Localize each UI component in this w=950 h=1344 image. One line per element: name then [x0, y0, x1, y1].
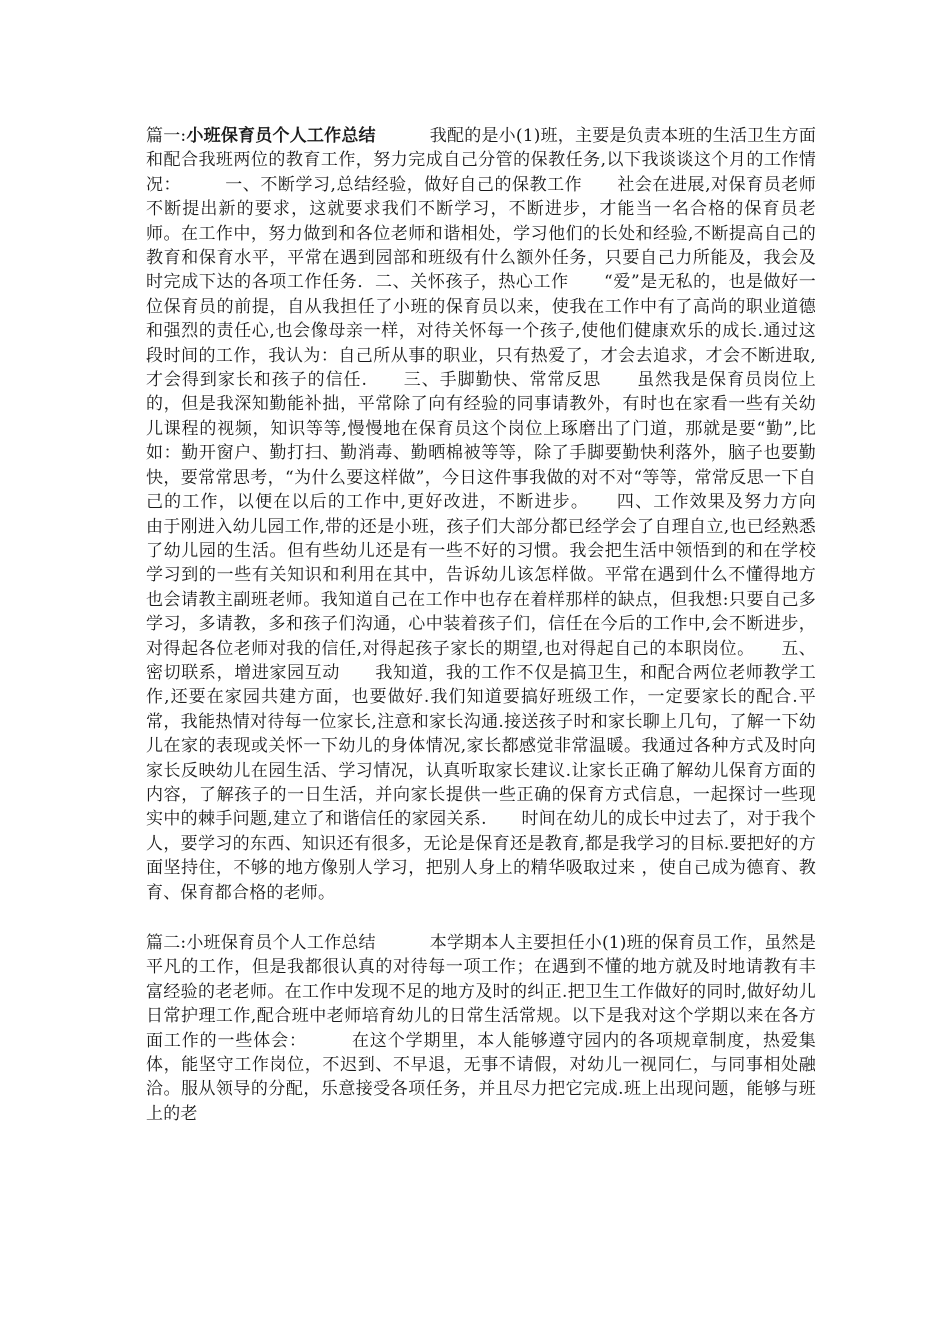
section-1-prefix: 篇一: — [146, 126, 187, 146]
section-2-title: 小班保育员个人工作总结 — [186, 933, 376, 953]
section-2-body: 本学期本人主要担任小(1)班的保育员工作，虽然是平凡的工作，但是我都很认真的对待每一项工作；在遇到不懂的地方就及时地请教有丰富经验的老老师。在工作中发现不足的地方及时的纠正.把卫生工作做好的同时,做好幼儿日常护理工作,配合班中老师培育幼儿的日常生活常规。以下是我对这个学期以来在各方面工作的一些体会： 在这个学期里，本人能够遵守园内的各项规章制度，热爱集体，能坚守工作岗位，不迟到、不早退，无事不请假，对幼儿一视同仁，与同事相处融洽。服从领导的分配，乐意接受各项任务，并且尽力把它完成.班上出现问题，能够与班上的老 — [146, 933, 817, 1124]
section-2-prefix: 篇二: — [146, 933, 187, 953]
section-2 — [146, 931, 816, 1126]
section-1 — [146, 124, 851, 905]
section-1-title: 小班保育员个人工作总结 — [186, 126, 376, 146]
document-page — [146, 124, 851, 1126]
section-1-body: 我配的是小(1)班，主要是负责本班的生活卫生方面和配合我班两位的教育工作，努力完成自己分管的保教任务,以下我谈谈这个月的工作情况： 一、不断学习,总结经验，做好自己的保教工作 社会在进展,对保育员老师不断提出新的要求，这就要求我们不断学习，不断进步，才能当一名合格的保育员老师。在工作中，努力做到和各位老师和谐相处，学习他们的长处和经验,不断提高自己的教育和保育水平，平常在遇到园部和班级有什么额外任务，只要自己力所能及，我会及时完成下达的各项工作任务．二、关怀孩子，热心工作 “爱”是无私的，也是做好一位保育员的前提，自从我担任了小班的保育员以来，使我在工作中有了高尚的职业道德和强烈的责任心,也会像母亲一样，对待关怀每一个孩子,使他们健康欢乐的成长.通过这段时间的工作，我认为：自己所从事的职业，只有热爱了，才会去追求，才会不断进取,才会得到家长和孩子的信任. 三、手脚勤快、常常反思 虽然我是保育员岗位上的，但是我深知勤能补拙，平常除了向有经验的同事请教外，有时也在家看一些有关幼儿课程的视频，知识等等,慢慢地在保育员这个岗位上琢磨出了门道，那就是要“勤”,比如：勤开窗户、勤打扫、勤消毒、勤晒棉被等等，除了手脚要勤快利落外，脑子也要勤快，要常常思考，“为什么要这样做”，今日这件事我做的对不对“等等，常常反思一下自己的工作，以便在以后的工作中,更好改进，不断进步。 四、工作效果及努力方向 由于刚进入幼儿园工作,带的还是小班，孩子们大部分都已经学会了自理自立,也已经熟悉了幼儿园的生活。但有些幼儿还是有一些不好的习惯。我会把生活中领悟到的和在学校学习到的一些有关知识和利用在其中，告诉幼儿该怎样做。平常在遇到什么不懂得地方也会请教主副班老师。我知道自己在工作中也存在着样那样的缺点，但我想:只要自己多学习，多请教，多和孩子们沟通，心中装着孩子们，信任在今后的工作中,会不断进步，对得起各位老师对我的信任,对得起孩子家长的期望,也对得起自己的本职岗位。 五、密切联系，增进家园互动 我知道，我的工作不仅是搞卫生，和配合两位老师教学工作,还要在家园共建方面，也要做好.我们知道要搞好班级工作，一定要家长的配合.平常，我能热情对待每一位家长,注意和家长沟通.接送孩子时和家长聊上几句，了解一下幼儿在家的表现或关怀一下幼儿的身体情况,家长都感觉非常温暖。我通过各种方式及时向家长反映幼儿在园生活、学习情况，认真听取家长建议.让家长正确了解幼儿保育方面的内容，了解孩子的一日生活，并向家长提供一些正确的保育方式信息，一起探讨一些现实中的棘手问题,建立了和谐信任的家园关系. 时间在幼儿的成长中过去了，对于我个人，要学习的东西、知识还有很多，无论是保育还是教育,都是我学习的目标.要把好的方面坚持住，不够的地方像别人学习，把别人身上的精华吸取过来 ，使自己成为德育、教育、保育都合格的老师。 — [146, 126, 851, 903]
